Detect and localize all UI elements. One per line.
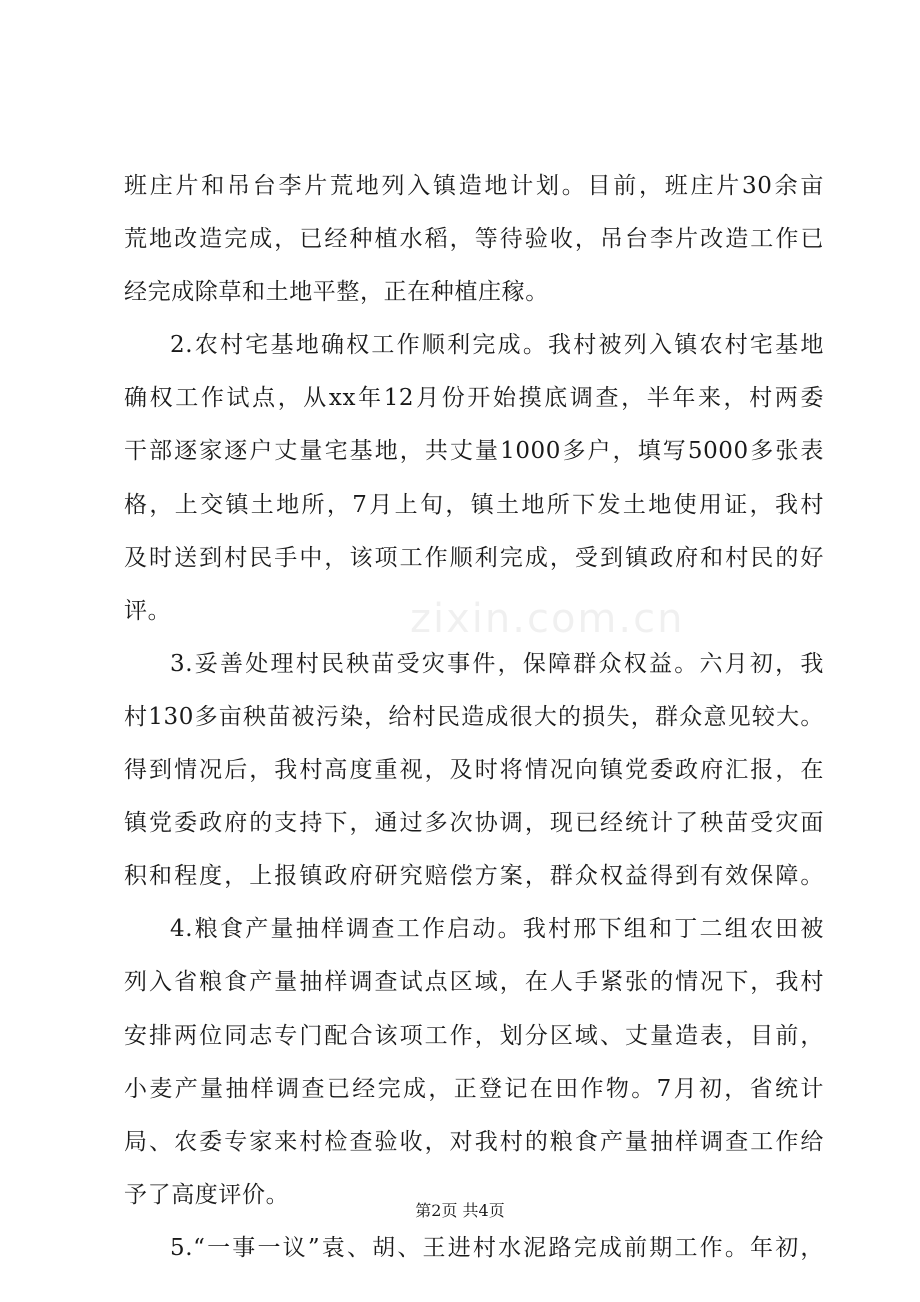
text-line: 得到情况后，我村高度重视，及时将情况向镇党委政府汇报，在 bbox=[124, 757, 824, 784]
text-line: 及时送到村民手中，该项工作顺利完成，受到镇政府和村民的好 bbox=[124, 544, 824, 571]
text-line: 4.粮食产量抽样调查工作启动。我村邢下组和丁二组农田被 bbox=[170, 916, 824, 943]
text-line: 评。 bbox=[124, 597, 172, 624]
text-line: 干部逐家逐户丈量宅基地，共丈量1000多户，填写5000多张表 bbox=[124, 438, 824, 465]
text-line: 确权工作试点，从xx年12月份开始摸底调查，半年来，村两委 bbox=[124, 385, 824, 412]
text-line: 安排两位同志专门配合该项工作，划分区域、丈量造表，目前， bbox=[124, 1022, 824, 1049]
text-line: 荒地改造完成，已经种植水稻，等待验收，吊台李片改造工作已 bbox=[124, 226, 824, 253]
text-line: 格，上交镇土地所，7月上旬，镇土地所下发土地使用证，我村 bbox=[124, 491, 824, 518]
text-line: 列入省粮食产量抽样调查试点区域，在人手紧张的情况下，我村 bbox=[124, 969, 824, 996]
text-line: 积和程度，上报镇政府研究赔偿方案，群众权益得到有效保障。 bbox=[124, 863, 824, 890]
text-line: 3.妥善处理村民秧苗受灾事件，保障群众权益。六月初，我 bbox=[170, 650, 824, 677]
page-footer: 第2页 共4页 bbox=[415, 1201, 505, 1220]
text-line: 局、农委专家来村检查验收，对我村的粮食产量抽样调查工作给 bbox=[124, 1128, 824, 1155]
text-line: 镇党委政府的支持下，通过多次协调，现已经统计了秧苗受灾面 bbox=[124, 810, 824, 837]
text-line: 班庄片和吊台李片荒地列入镇造地计划。目前，班庄片30余亩 bbox=[124, 173, 824, 199]
text-line: 2.农村宅基地确权工作顺利完成。我村被列入镇农村宅基地 bbox=[170, 332, 824, 359]
text-line: 5.“一事一议”袁、胡、王进村水泥路完成前期工作。年初， bbox=[170, 1234, 824, 1261]
body-text bbox=[124, 172, 824, 1287]
text-line: 予了高度评价。 bbox=[124, 1181, 290, 1208]
text-line: 经完成除草和土地平整，正在种植庄稼。 bbox=[124, 279, 549, 306]
watermark: zixin.com.cn bbox=[410, 596, 685, 642]
text-line: 小麦产量抽样调查已经完成，正登记在田作物。7月初，省统计 bbox=[124, 1075, 824, 1102]
text-line: 村130多亩秧苗被污染，给村民造成很大的损失，群众意见较大。 bbox=[124, 703, 824, 730]
